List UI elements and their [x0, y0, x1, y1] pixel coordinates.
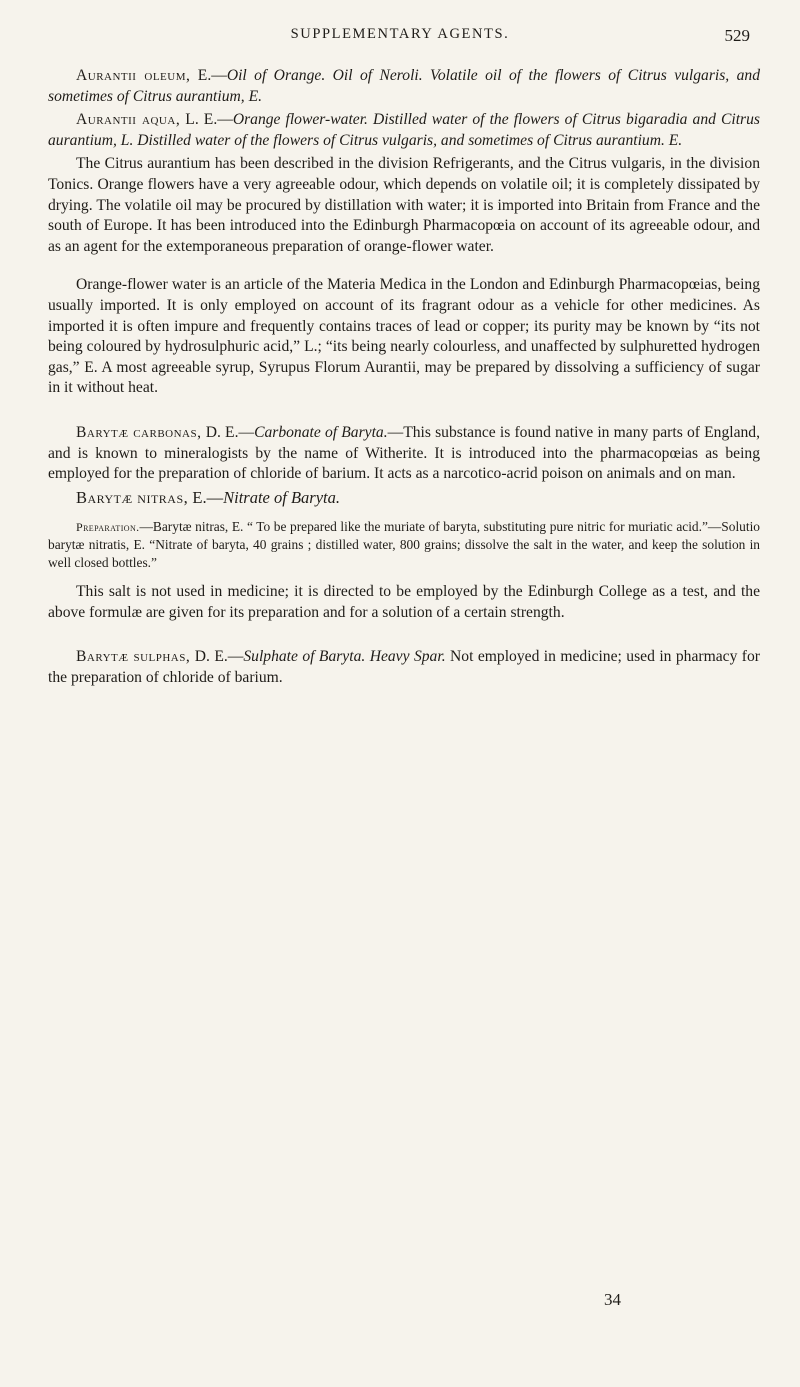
paragraph-orange-flower-water: Orange-flower water is an article of the Materia Medica in the London and Edinburgh Pharmacopœias, being usually imported. It is only employed on account of its fragrant odour as a vehicle for other medicines. As imported it is often impure and frequently contains traces of lead or copper; its purity may be known by “its not being coloured by hydrosulphuric acid,” L.; “its being nearly colourless, and unaffected by sulphuretted hydrogen gas,” E. A most agreeable syrup, Syrupus Florum Aurantii, may be prepared by dissolving a sufficiency of sugar in it without heat.	[48, 276, 760, 397]
entry-term: Barytæ nitras,	[76, 487, 189, 507]
entry-source: D. E.	[194, 648, 228, 666]
entry-term: Aurantii aqua,	[76, 111, 181, 129]
entry-translation: Oil of Orange. Oil of Neroli. Volatile oil of the flowers of Citrus vulgaris, and sometimes of Citrus aurantium, E.	[48, 67, 760, 105]
entry-term: Barytæ carbonas,	[76, 423, 202, 441]
running-head: SUPPLEMENTARY AGENTS.	[290, 26, 510, 42]
signature-mark: 34	[604, 1290, 621, 1309]
page-number: 529	[724, 26, 750, 45]
entry-barytae-nitras: Barytæ nitras, E.—Nitrate of Baryta.	[76, 487, 340, 507]
entry-text: This substance is found native in many parts of England, and is known to mineralogists by the name of Witherite. It is introduced into the pharmacopœias as being employed for the preparation of chloride of barium. It acts as a narcotico-acrid poison on animals and on man.	[48, 423, 760, 483]
entry-barytae-sulphas: Barytæ sulphas, D. E.—Sulphate of Baryta. Heavy Spar. Not employed in medicine; used in pharmacy for the preparation of chloride of barium.	[48, 648, 760, 687]
entry-translation: Carbonate of Baryta.	[254, 423, 388, 441]
preparation-text: Barytæ nitras, E. “ To be prepared like the muriate of baryta, substituting pure nitric for muriatic acid.”—Solutio barytæ nitratis, E. “Nitrate of baryta, 40 grains ; distilled water, 800 grains; dissolve the salt in the water, and keep the solution in well closed bottles.”	[48, 519, 760, 571]
entry-translation: Nitrate of Baryta.	[223, 487, 340, 507]
entry-source: D. E.	[205, 423, 239, 441]
entry-barytae-carbonas: Barytæ carbonas, D. E.—Carbonate of Baryta.—This substance is found native in many parts of England, and is known to mineralogists by the name of Witherite. It is introduced into the pharmacopœias as being employed for the preparation of chloride of barium. It acts as a narcotico-acrid poison on animals and on man.	[48, 423, 760, 483]
paragraph-nitras-use: This salt is not used in medicine; it is directed to be employed by the Edinburgh College as a test, and the above formulæ are given for its preparation and for a solution of a certain strength.	[48, 583, 760, 621]
entry-term: Aurantii oleum,	[76, 67, 191, 84]
page-body	[48, 66, 760, 692]
entry-source: L. E.	[185, 111, 218, 129]
entry-translation: Orange flower-water. Distilled water of the flowers of Citrus bigaradia and Citrus aurantium, L. Distilled water of the flowers of Citrus vulgaris, and sometimes of Citrus aurantium. E.	[48, 111, 760, 149]
entry-aurantii-oleum: Aurantii oleum, E.—Oil of Orange. Oil of Neroli. Volatile oil of the flowers of Citrus vulgaris, and sometimes of Citrus aurantium, E.	[48, 67, 760, 105]
entry-aurantii-aqua: Aurantii aqua, L. E.—Orange flower-water. Distilled water of the flowers of Citrus bigaradia and Citrus aurantium, L. Distilled water of the flowers of Citrus vulgaris, and sometimes of Citrus aurantium. E.	[48, 111, 760, 149]
entry-source: E.	[192, 487, 207, 507]
entry-source: E.	[197, 67, 212, 84]
preparation-label: Preparation.	[76, 520, 140, 535]
entry-translation: Sulphate of Baryta. Heavy Spar.	[243, 648, 446, 666]
preparation-note: Preparation.—Barytæ nitras, E. “ To be prepared like the muriate of baryta, substituting pure nitric for muriatic acid.”—Solutio barytæ nitratis, E. “Nitrate of baryta, 40 grains ; distilled water, 800 grains; dissolve the salt in the water, and keep the solution in well closed bottles.”	[48, 519, 760, 571]
entry-text: Not employed in medicine; used in pharmacy for the preparation of chloride of barium.	[48, 648, 760, 687]
entry-term: Barytæ sulphas,	[76, 648, 191, 666]
page-header	[0, 22, 800, 48]
paragraph-orange-flowers: The Citrus aurantium has been described in the division Refrigerants, and the Citrus vulgaris, in the division Tonics. Orange flowers have a very agreeable odour, which depends on volatile oil; it is completely dissipated by drying. The volatile oil may be procured by distillation with water; it is imported into Britain from France and the south of Europe. It has been introduced into the Edinburgh Pharmacopœia on account of its agreeable odour, and as an agent for the extemporaneous preparation of orange-flower water.	[48, 155, 760, 255]
